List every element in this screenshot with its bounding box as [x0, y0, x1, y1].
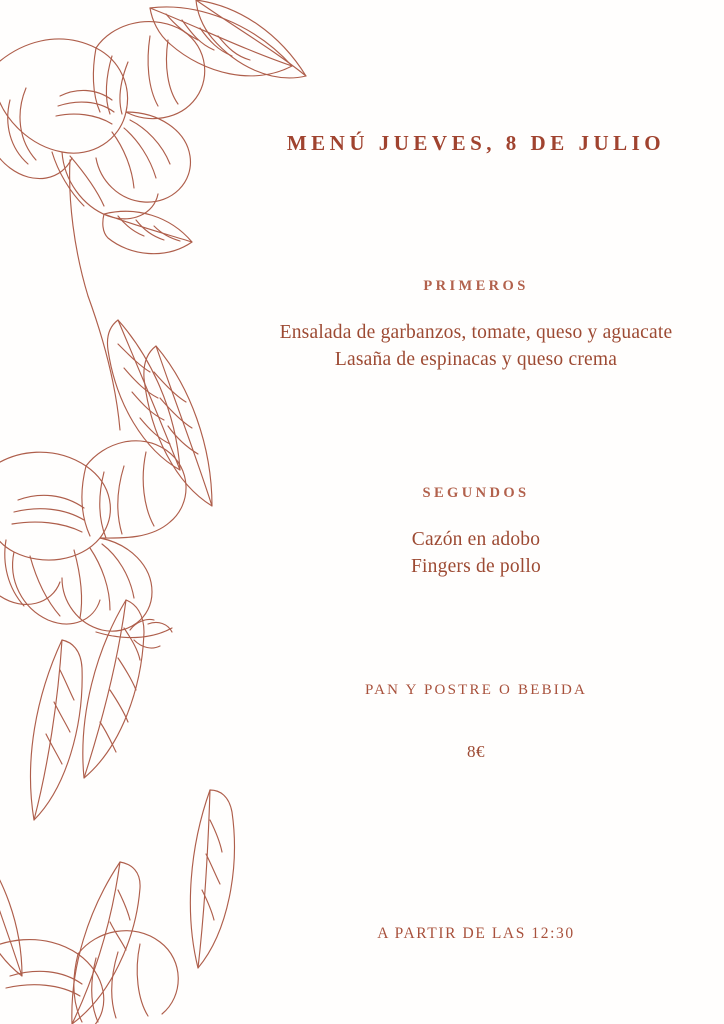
dish-item: Fingers de pollo [411, 556, 541, 577]
section-heading-segundos: SEGUNDOS [422, 485, 530, 501]
dish-item: Lasaña de espinacas y queso crema [334, 349, 618, 370]
dish-item: Ensalada de garbanzos, tomate, queso y aguacate [279, 322, 673, 343]
section-primeros [276, 278, 676, 373]
price-label: 8€ [467, 742, 485, 761]
section-heading-primeros: PRIMEROS [423, 278, 529, 294]
menu-content [276, 0, 676, 1024]
section-segundos [276, 485, 676, 580]
page-title: MENÚ JUEVES, 8 DE JULIO [286, 131, 666, 155]
serving-time-note: A PARTIR DE LAS 12:30 [377, 925, 575, 942]
dish-item: Cazón en adobo [411, 529, 541, 550]
included-note: PAN Y POSTRE O BEBIDA [364, 682, 588, 698]
